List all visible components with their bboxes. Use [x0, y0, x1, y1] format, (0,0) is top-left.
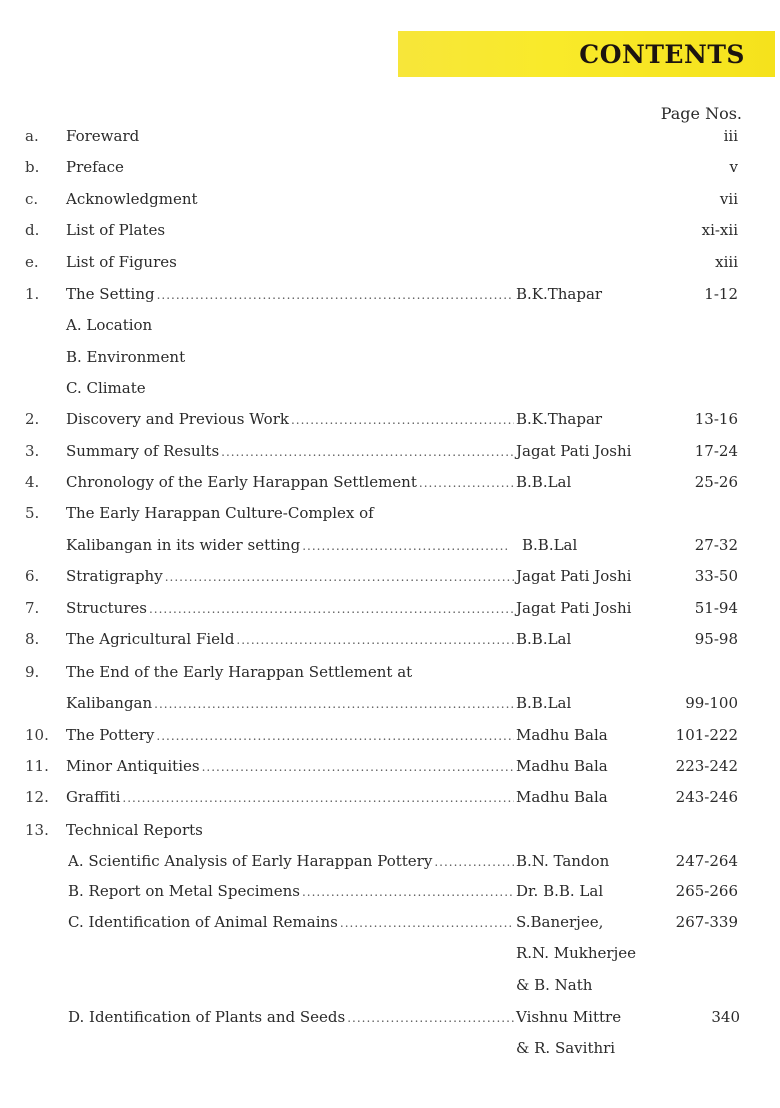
entry-marker: 13.: [25, 821, 49, 839]
dot-leader: [340, 911, 514, 934]
entry-pages: 101-222: [675, 726, 738, 744]
entry-marker: c.: [25, 190, 39, 208]
entry-author: Madhu Bala: [516, 788, 608, 806]
entry-marker: 12.: [25, 788, 49, 806]
report-author: S.Banerjee,: [516, 913, 604, 931]
toc-entry-acknowledgment[interactable]: [0, 188, 780, 210]
entry-pages: 33-50: [694, 567, 738, 585]
entry-pages: 51-94: [694, 599, 738, 617]
entry-pages: 25-26: [694, 473, 738, 491]
entry-marker: 5.: [25, 504, 40, 522]
entry-pages: iii: [723, 127, 738, 145]
toc-entry-list-of-plates[interactable]: [0, 219, 780, 241]
entry-title: Stratigraphy: [66, 567, 163, 585]
entry-pages: xi-xii: [701, 221, 738, 239]
dot-leader: [302, 880, 514, 903]
entry-pages: 99-100: [685, 694, 738, 712]
page-numbers-column-header: Page Nos.: [660, 104, 742, 123]
report-author: B.N. Tandon: [516, 852, 610, 870]
toc-entry-chapter-11[interactable]: [0, 755, 780, 777]
entry-marker: 8.: [25, 630, 40, 648]
report-title: B. Report on Metal Specimens: [68, 882, 300, 900]
dot-leader: [434, 850, 514, 873]
entry-marker: 6.: [25, 567, 40, 585]
toc-report-a[interactable]: [0, 850, 780, 872]
dot-leader: [165, 565, 514, 588]
toc-entry-chapter-2[interactable]: [0, 408, 780, 430]
dot-leader: [157, 283, 514, 306]
dot-leader: [236, 628, 514, 651]
dot-leader: [291, 408, 514, 431]
entry-title-line1: The Early Harappan Culture-Complex of: [66, 504, 374, 522]
entry-title: Kalibangan in its wider setting: [66, 536, 301, 554]
entry-pages: 223-242: [675, 757, 738, 775]
entry-marker: 3.: [25, 442, 40, 460]
entry-pages: 13-16: [694, 410, 738, 428]
entry-title: Kalibangan: [66, 694, 153, 712]
toc-entry-chapter-13[interactable]: [0, 819, 780, 841]
entry-title: Discovery and Previous Work: [66, 410, 289, 428]
report-author-continued: & B. Nath: [516, 976, 593, 994]
report-pages: 340: [711, 1008, 740, 1026]
entry-title-line1: The End of the Early Harappan Settlement at: [66, 663, 413, 681]
entry-pages: 27-32: [694, 536, 738, 554]
subentry-title: B. Environment: [66, 348, 186, 366]
entry-title: Foreward: [66, 127, 140, 145]
report-pages: 267-339: [675, 913, 738, 931]
entry-title: The Pottery: [66, 726, 155, 744]
toc-entry-chapter-9[interactable]: [0, 692, 780, 714]
entry-author: Madhu Bala: [516, 757, 608, 775]
toc-entry-chapter-7[interactable]: [0, 597, 780, 619]
dot-leader: [156, 724, 514, 747]
entry-author: Jagat Pati Joshi: [516, 567, 632, 585]
entry-pages: 243-246: [675, 788, 738, 806]
entry-title: Summary of Results: [66, 442, 220, 460]
dot-leader: [347, 1006, 514, 1029]
toc-entry-chapter-12[interactable]: [0, 786, 780, 808]
toc-report-c[interactable]: [0, 911, 780, 933]
report-pages: 247-264: [675, 852, 738, 870]
entry-pages: v: [729, 158, 738, 176]
entry-title: List of Plates: [66, 221, 166, 239]
entry-marker: 1.: [25, 285, 40, 303]
dot-leader: [302, 534, 510, 557]
toc-subentry-climate[interactable]: [0, 377, 780, 399]
toc-report-d[interactable]: [0, 1006, 780, 1028]
entry-marker: 4.: [25, 473, 40, 491]
toc-entry-chapter-1[interactable]: [0, 283, 780, 305]
entry-marker: e.: [25, 253, 39, 271]
toc-report-b[interactable]: [0, 880, 780, 902]
dot-leader: [221, 440, 514, 463]
entry-title: The Setting: [66, 285, 155, 303]
report-pages: 265-266: [675, 882, 738, 900]
entry-title: The Agricultural Field: [66, 630, 235, 648]
toc-entry-chapter-5-line1[interactable]: [0, 502, 780, 524]
dot-leader: [202, 755, 514, 778]
entry-marker: 9.: [25, 663, 40, 681]
entry-title: Structures: [66, 599, 147, 617]
entry-pages: 17-24: [694, 442, 738, 460]
toc-entry-chapter-8[interactable]: [0, 628, 780, 650]
entry-pages: vii: [719, 190, 738, 208]
dot-leader: [154, 692, 514, 715]
toc-entry-list-of-figures[interactable]: [0, 251, 780, 273]
entry-author: B.B.Lal: [522, 536, 578, 554]
entry-author: B.B.Lal: [516, 473, 572, 491]
subentry-title: C. Climate: [66, 379, 146, 397]
entry-marker: 10.: [25, 726, 49, 744]
entry-marker: d.: [25, 221, 40, 239]
report-author: Dr. B.B. Lal: [516, 882, 604, 900]
entry-title: Preface: [66, 158, 124, 176]
toc-entry-foreward[interactable]: [0, 125, 780, 147]
toc-entry-chapter-6[interactable]: [0, 565, 780, 587]
entry-title: List of Figures: [66, 253, 177, 271]
report-title: A. Scientific Analysis of Early Harappan Pottery: [68, 852, 433, 870]
report-author-continued: R.N. Mukherjee: [516, 944, 636, 962]
entry-marker: 7.: [25, 599, 40, 617]
contents-banner: [398, 31, 775, 77]
entry-title: Acknowledgment: [66, 190, 198, 208]
report-author-continued: & R. Savithri: [516, 1039, 616, 1057]
entry-author: B.B.Lal: [516, 694, 572, 712]
toc-report-d-author-line2: [0, 1037, 780, 1059]
toc-subentry-location[interactable]: [0, 314, 780, 336]
report-title: D. Identification of Plants and Seeds: [68, 1008, 346, 1026]
entry-author: B.B.Lal: [516, 630, 572, 648]
subentry-title: A. Location: [66, 316, 153, 334]
toc-entry-chapter-9-line1[interactable]: [0, 661, 780, 683]
toc-entry-chapter-4[interactable]: [0, 471, 780, 493]
entry-title: Minor Antiquities: [66, 757, 200, 775]
entry-author: B.K.Thapar: [516, 285, 603, 303]
entry-author: B.K.Thapar: [516, 410, 603, 428]
entry-marker: a.: [25, 127, 39, 145]
entry-title: Technical Reports: [66, 821, 203, 839]
entry-pages: 95-98: [694, 630, 738, 648]
entry-author: Jagat Pati Joshi: [516, 442, 632, 460]
dot-leader: [149, 597, 514, 620]
toc-report-c-author-line3: [0, 974, 780, 996]
toc-entry-chapter-5[interactable]: [0, 534, 780, 556]
entry-marker: b.: [25, 158, 40, 176]
entry-title: Graffiti: [66, 788, 121, 806]
page-title: CONTENTS: [579, 40, 745, 69]
entry-pages: xiii: [715, 253, 738, 271]
entry-marker: 2.: [25, 410, 40, 428]
entry-title: Chronology of the Early Harappan Settlement: [66, 473, 417, 491]
toc-report-c-author-line2: [0, 942, 780, 964]
toc-entry-preface[interactable]: [0, 156, 780, 178]
entry-author: Jagat Pati Joshi: [516, 599, 632, 617]
report-title: C. Identification of Animal Remains: [68, 913, 338, 931]
entry-marker: 11.: [25, 757, 49, 775]
dot-leader: [122, 786, 514, 809]
entry-author: Madhu Bala: [516, 726, 608, 744]
dot-leader: [419, 471, 514, 494]
toc-subentry-environment[interactable]: [0, 346, 780, 368]
toc-entry-chapter-3[interactable]: [0, 440, 780, 462]
report-author: Vishnu Mittre: [516, 1008, 622, 1026]
entry-pages: 1-12: [704, 285, 738, 303]
toc-entry-chapter-10[interactable]: [0, 724, 780, 746]
